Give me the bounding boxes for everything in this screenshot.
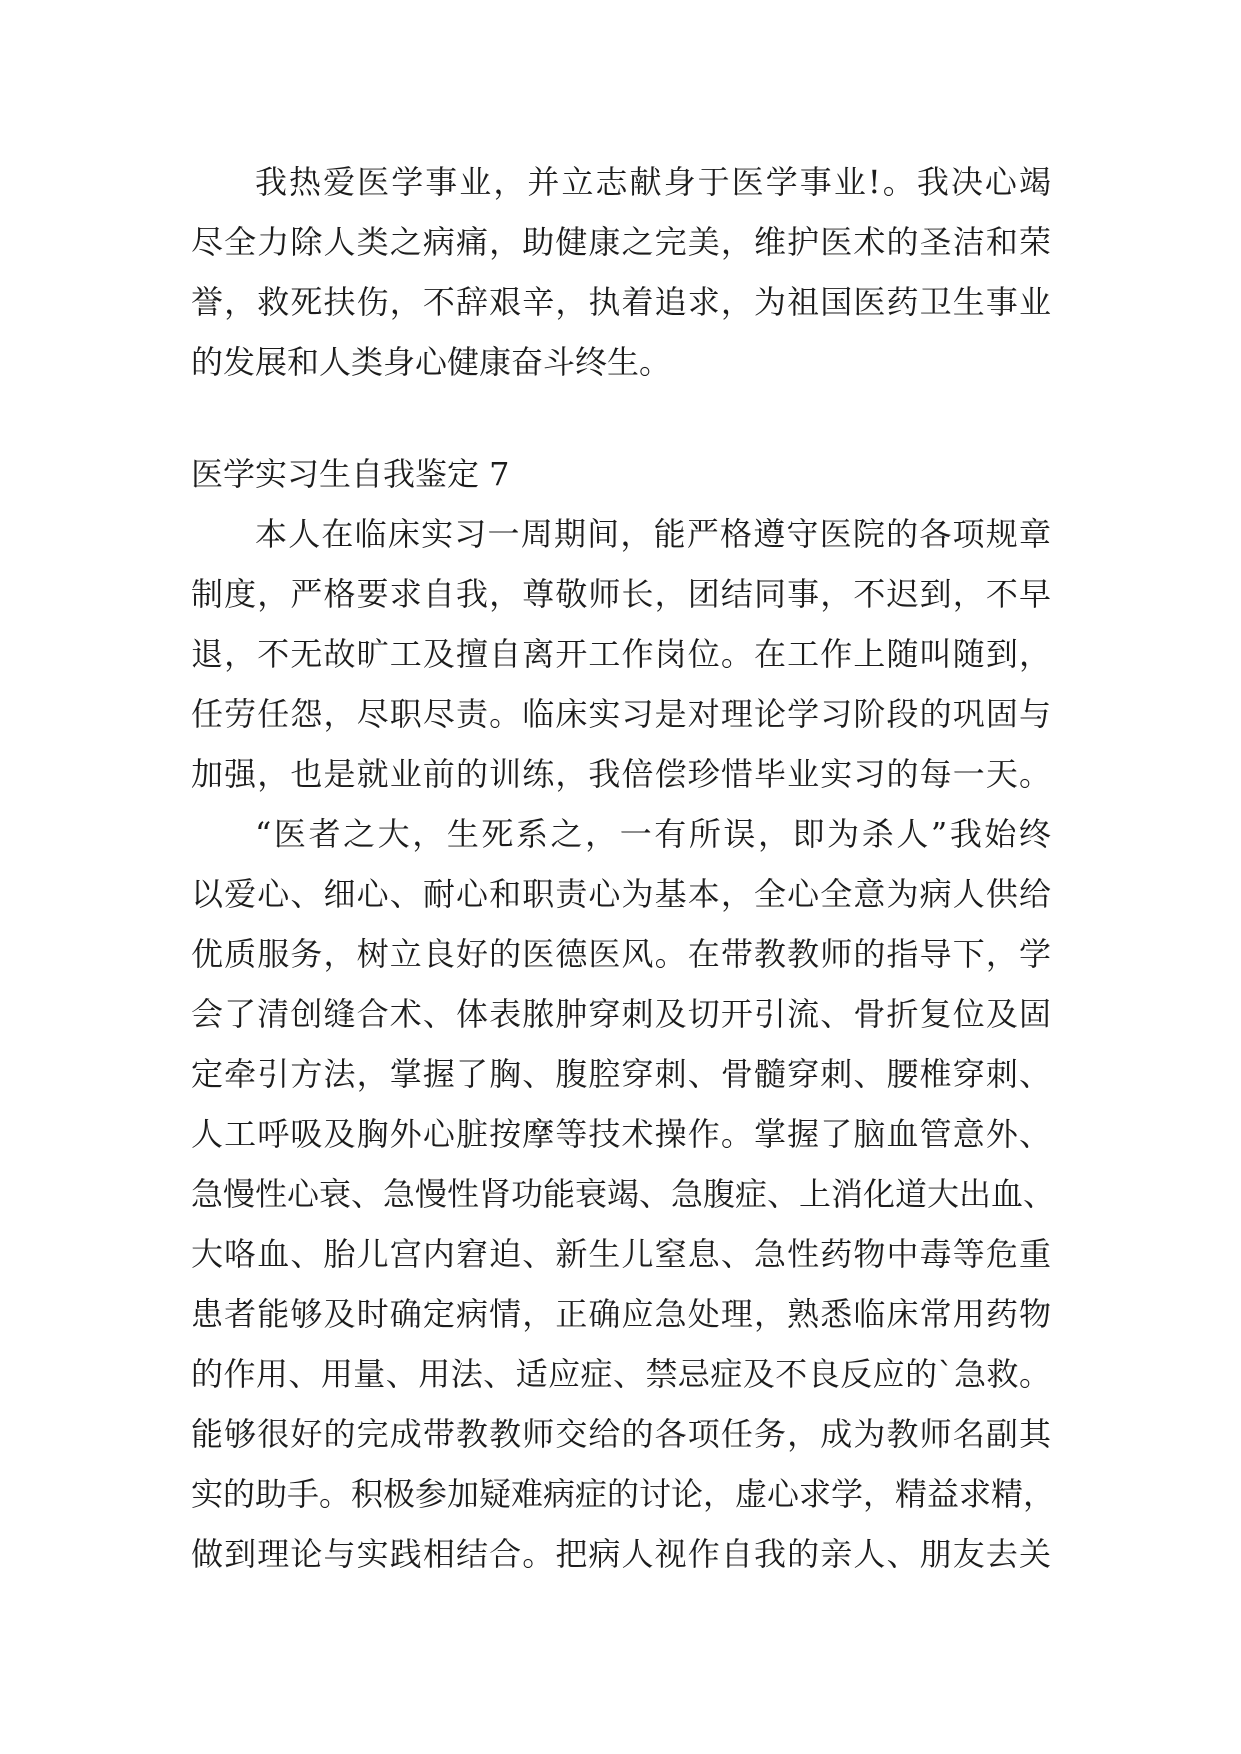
paragraph-2-line-1: 本人在临床实习一周期间，能严格遵守医院的各项规章 — [255, 515, 1051, 553]
paragraph-3-line-4: 会了清创缝合术、体表脓肿穿刺及切开引流、骨折复位及固 — [191, 995, 1051, 1033]
paragraph-1-line-3: 誉，救死扶伤，不辞艰辛，执着追求，为祖国医药卫生事业 — [191, 283, 1051, 321]
paragraph-1-line-1: 我热爱医学事业，并立志献身于医学事业!。我决心竭 — [255, 163, 1051, 201]
paragraph-1-line-2: 尽全力除人类之病痛，助健康之完美，维护医术的圣洁和荣 — [191, 223, 1051, 261]
paragraph-3-line-13: 做到理论与实践相结合。把病人视作自我的亲人、朋友去关 — [191, 1535, 1051, 1573]
paragraph-3-line-2: 以爱心、细心、耐心和职责心为基本，全心全意为病人供给 — [191, 875, 1051, 913]
paragraph-3-line-7: 急慢性心衰、急慢性肾功能衰竭、急腹症、上消化道大出血、 — [191, 1175, 1056, 1213]
paragraph-3-line-8: 大咯血、胎儿宫内窘迫、新生儿窒息、急性药物中毒等危重 — [191, 1235, 1051, 1273]
paragraph-2-line-2: 制度，严格要求自我，尊敬师长，团结同事，不迟到，不早 — [191, 575, 1051, 613]
paragraph-3-line-10: 的作用、用量、用法、适应症、禁忌症及不良反应的`急救。 — [191, 1355, 1051, 1393]
paragraph-3-line-9: 患者能够及时确定病情，正确应急处理，熟悉临床常用药物 — [191, 1295, 1051, 1333]
paragraph-3-line-11: 能够很好的完成带教教师交给的各项任务，成为教师名副其 — [191, 1415, 1051, 1453]
paragraph-3-line-5: 定牵引方法，掌握了胸、腹腔穿刺、骨髓穿刺、腰椎穿刺、 — [191, 1055, 1051, 1093]
paragraph-1-line-4: 的发展和人类身心健康奋斗终生。 — [191, 343, 672, 381]
paragraph-3-line-3: 优质服务，树立良好的医德医风。在带教教师的指导下，学 — [191, 935, 1051, 973]
paragraph-2-line-3: 退，不无故旷工及擅自离开工作岗位。在工作上随叫随到， — [191, 635, 1051, 673]
paragraph-2-line-5: 加强，也是就业前的训练，我倍偿珍惜毕业实习的每一天。 — [191, 755, 1051, 793]
paragraph-2-line-4: 任劳任怨，尽职尽责。临床实习是对理论学习阶段的巩固与 — [191, 695, 1051, 733]
section-heading: 医学实习生自我鉴定 7 — [191, 455, 510, 493]
paragraph-3-line-1: “医者之大，生死系之，一有所误，即为杀人”我始终 — [255, 815, 1051, 853]
paragraph-3-line-12: 实的助手。积极参加疑难病症的讨论，虚心求学，精益求精， — [191, 1475, 1056, 1513]
paragraph-3-line-6: 人工呼吸及胸外心脏按摩等技术操作。掌握了脑血管意外、 — [191, 1115, 1051, 1153]
